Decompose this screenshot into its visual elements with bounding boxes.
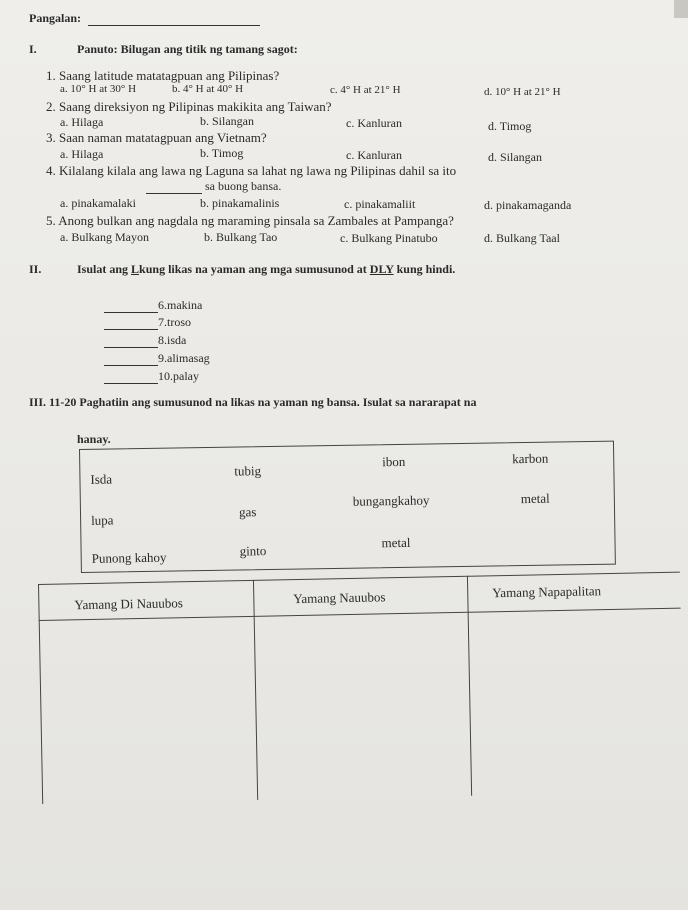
q5-choice-d[interactable]: d. Bulkang Taal [484, 231, 560, 245]
q3-choice-d[interactable]: d. Silangan [488, 150, 542, 164]
q1-choice-d[interactable]: d. 10° H at 21° H [484, 86, 561, 98]
item-label: 6.makina [158, 298, 203, 312]
name-blank[interactable] [88, 13, 260, 26]
q2-choice-b[interactable]: b. Silangan [200, 114, 254, 128]
answer-cell[interactable] [257, 616, 468, 796]
q3-choice-c[interactable]: c. Kanluran [346, 148, 402, 162]
item-label: 9.alimasag [158, 351, 210, 365]
q4-choice-a[interactable]: a. pinakamalaki [60, 196, 136, 210]
word-bank-item: Isda [90, 471, 113, 487]
answer-cell[interactable] [41, 620, 254, 800]
q4-question: 4. Kilalang kilala ang lawa ng Laguna sa lahat ng lawa ng Pilipinas dahil sa ito [46, 163, 457, 178]
section2-instruction-l: L [131, 262, 140, 276]
q2-choice-a[interactable]: a. Hilaga [60, 115, 104, 129]
answer-cell[interactable] [471, 612, 680, 792]
q5-question: 5. Anong bulkan ang nagdala ng maraming pinsala sa Zambales at Pampanga? [46, 213, 454, 228]
section1-instruction: Panuto: Bilugan ang titik ng tamang sagot: [77, 42, 298, 56]
section2-instruction [77, 262, 455, 277]
section1-numeral: I. [29, 42, 37, 56]
q4-blank[interactable] [146, 181, 202, 194]
answer-blank[interactable] [104, 371, 158, 384]
q4-choice-b[interactable]: b. pinakamalinis [200, 196, 280, 210]
answer-blank[interactable] [104, 353, 158, 366]
word-bank-item: metal [381, 534, 411, 551]
q5-choice-c[interactable]: c. Bulkang Pinatubo [340, 231, 438, 245]
word-bank-box [79, 441, 616, 573]
q2-choice-d[interactable]: d. Timog [488, 119, 532, 133]
column-header: Yamang Di Nauubos [74, 595, 183, 613]
word-bank-item: bungangkahoy [352, 492, 430, 509]
word-bank-item: ginto [239, 543, 267, 559]
answer-blank[interactable] [104, 317, 158, 330]
sorting-table [38, 572, 684, 804]
section2-numeral: II. [29, 262, 42, 276]
list-item [104, 298, 202, 313]
section3-instruction-cont: hanay. [77, 432, 111, 446]
q2-question: 2. Saang direksiyon ng Pilipinas makikita ang Taiwan? [46, 99, 332, 114]
name-label: Pangalan: [29, 11, 82, 25]
page-corner [674, 0, 688, 18]
word-bank-item: Punong kahoy [91, 549, 167, 566]
list-item [104, 333, 186, 348]
q1-question: 1. Saang latitude matatagpuan ang Pilipinas? [46, 68, 280, 83]
q3-choice-b[interactable]: b. Timog [200, 146, 244, 160]
q1-choice-c[interactable]: c. 4° H at 21° H [330, 84, 401, 96]
item-label: 10.palay [158, 369, 199, 383]
word-bank-item: gas [238, 504, 257, 520]
item-label: 8.isda [158, 333, 187, 347]
list-item [104, 369, 199, 384]
answer-blank[interactable] [104, 335, 158, 348]
section2-instruction-post: kung hindi. [393, 262, 456, 276]
q4-blank-line[interactable] [146, 179, 281, 194]
item-label: 7.troso [158, 315, 191, 329]
name-field [29, 11, 260, 26]
word-bank-item: tubig [234, 463, 262, 479]
q1-choice-a[interactable]: a. 10° H at 30° H [60, 83, 137, 95]
word-bank-item: ibon [382, 453, 406, 470]
q3-question: 3. Saan naman matatagpuan ang Vietnam? [46, 130, 267, 145]
q4-choice-c[interactable]: c. pinakamaliit [344, 197, 416, 211]
section2-instruction-mid: kung likas na yaman ang mga sumusunod at [139, 262, 370, 276]
q4-continuation: sa buong bansa. [205, 179, 282, 193]
column-header: Yamang Napapalitan [492, 583, 602, 601]
q4-choice-d[interactable]: d. pinakamaganda [484, 198, 572, 212]
word-bank-item: karbon [512, 450, 549, 467]
section3-instruction: III. 11-20 Paghatiin ang sumusunod na likas na yaman ng bansa. Isulat sa nararapat na [29, 395, 477, 409]
q2-choice-c[interactable]: c. Kanluran [346, 116, 402, 130]
section2-instruction-pre: Isulat ang [77, 262, 132, 276]
q1-choice-b[interactable]: b. 4° H at 40° H [172, 83, 244, 95]
word-bank-item: metal [520, 490, 550, 507]
column-header: Yamang Nauubos [293, 589, 386, 607]
list-item [104, 351, 210, 366]
answer-blank[interactable] [104, 300, 158, 313]
word-bank-item: lupa [91, 512, 114, 528]
list-item [104, 315, 191, 330]
section2-instruction-dly: DLY [369, 262, 394, 276]
q5-choice-b[interactable]: b. Bulkang Tao [204, 230, 278, 244]
q5-choice-a[interactable]: a. Bulkang Mayon [60, 230, 149, 244]
q3-choice-a[interactable]: a. Hilaga [60, 147, 104, 161]
